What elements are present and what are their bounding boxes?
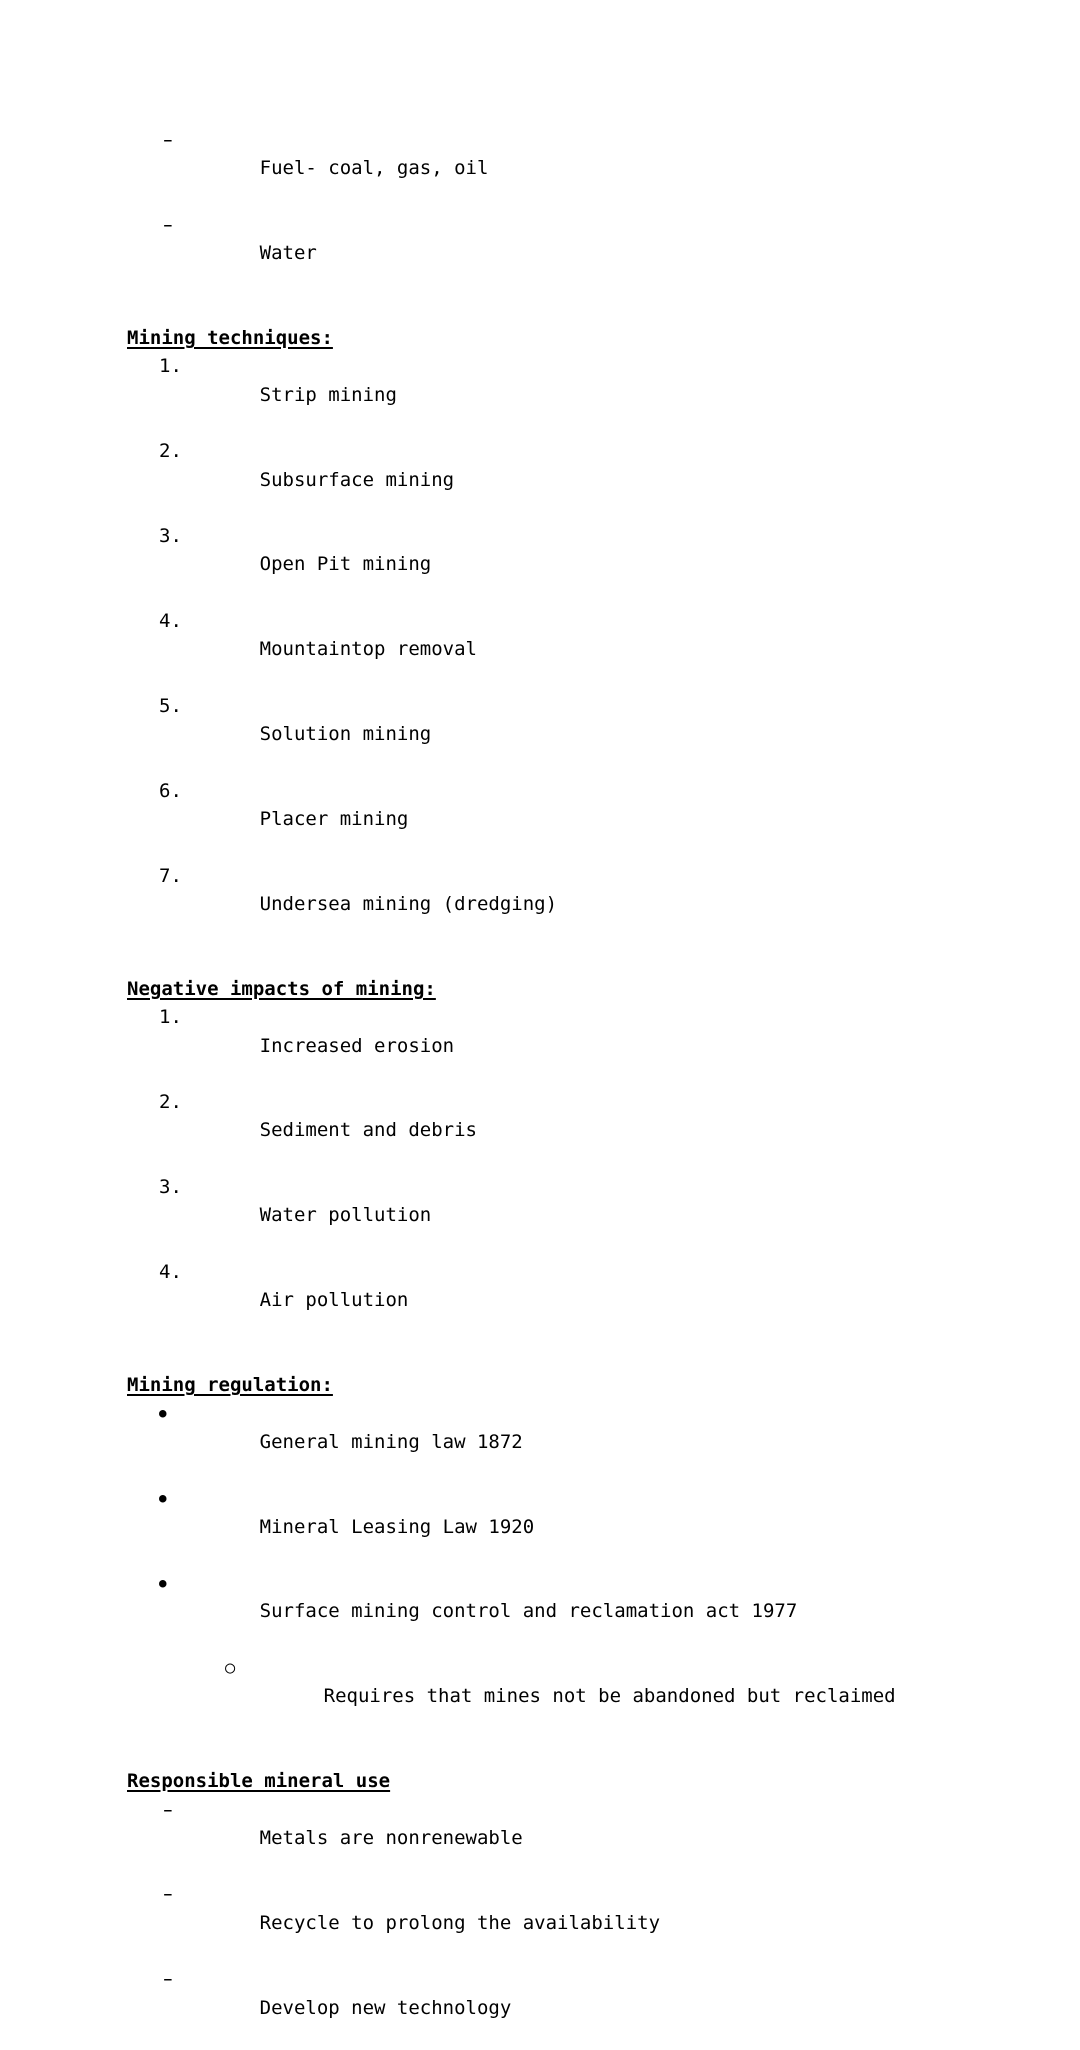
list-item	[127, 862, 1040, 947]
list-number: 4.	[159, 1260, 182, 1283]
sub-list-item	[127, 1654, 1040, 1739]
list-item-text: Subsurface mining	[259, 468, 455, 491]
list-item-text: Strip mining	[259, 383, 397, 406]
dash-bullet: -	[159, 129, 177, 151]
section-heading: Mining techniques:	[127, 327, 333, 350]
section-heading: Negative impacts of mining:	[127, 977, 436, 1000]
list-number: 2.	[159, 440, 182, 463]
list-item-text: Placer mining	[259, 808, 409, 831]
list-item-text: Fuel- coal, gas, oil	[259, 157, 489, 180]
section-negative-impacts	[127, 975, 1040, 1343]
list-item-text: Develop new technology	[259, 1996, 512, 2019]
list-item	[127, 211, 1040, 296]
list-item-text: Requires that mines not be abandoned but reclaimed	[323, 1685, 896, 1708]
list-item-text: Metals are nonrenewable	[259, 1826, 523, 1849]
list-item-text: Water pollution	[259, 1204, 432, 1227]
list-item-text: Sediment and debris	[259, 1119, 477, 1142]
list-number: 7.	[159, 864, 182, 887]
list-item	[127, 352, 1040, 437]
section-responsible-mineral-use	[127, 1767, 1040, 2050]
list-number: 1.	[159, 355, 182, 378]
list-item	[127, 692, 1040, 777]
section-heading: Responsible mineral use	[127, 1770, 391, 1793]
list-item-text: Solution mining	[259, 723, 432, 746]
list-item	[127, 1965, 1040, 2050]
list-item	[127, 777, 1040, 862]
list-item-text: Recycle to prolong the availability	[259, 1911, 661, 1934]
list-item	[127, 607, 1040, 692]
list-item-text: Open Pit mining	[259, 553, 432, 576]
list-item	[127, 1088, 1040, 1173]
list-item-text: Undersea mining (dredging)	[259, 893, 558, 916]
list-number: 1.	[159, 1006, 182, 1029]
list-item-text: Mineral Leasing Law 1920	[259, 1515, 535, 1538]
list-number: 3.	[159, 1175, 182, 1198]
dash-bullet: -	[159, 213, 177, 236]
disc-bullet: ●	[159, 1405, 167, 1421]
section-intro	[127, 126, 1040, 296]
section-mining-techniques	[127, 324, 1040, 947]
list-item-text: Mountaintop removal	[259, 638, 477, 661]
circle-bullet: ○	[225, 1658, 236, 1679]
list-number: 3.	[159, 525, 182, 548]
document-body	[127, 126, 1040, 2050]
section-mining-regulation	[127, 1371, 1040, 1739]
list-item-text: Increased erosion	[259, 1034, 455, 1057]
list-number: 2.	[159, 1091, 182, 1114]
list-item	[127, 1003, 1040, 1088]
list-number: 5.	[159, 694, 182, 717]
list-item	[127, 1258, 1040, 1343]
list-item	[127, 1569, 1040, 1654]
section-heading: Mining regulation:	[127, 1374, 333, 1397]
list-item	[127, 1484, 1040, 1569]
list-item	[127, 1399, 1040, 1484]
list-item-text: Air pollution	[259, 1289, 409, 1312]
list-item	[127, 1880, 1040, 1965]
list-item-text: Surface mining control and reclamation act 1977	[259, 1600, 798, 1623]
list-item	[127, 522, 1040, 607]
dash-bullet: -	[159, 1883, 177, 1906]
disc-bullet: ●	[159, 1575, 167, 1591]
list-item	[127, 126, 1040, 211]
dash-bullet: -	[159, 1798, 177, 1821]
list-item-text: Water	[259, 242, 317, 265]
list-item-text: General mining law 1872	[259, 1430, 523, 1453]
list-item	[127, 437, 1040, 522]
disc-bullet: ●	[159, 1490, 167, 1506]
list-item	[127, 1796, 1040, 1881]
list-number: 6.	[159, 779, 182, 802]
list-item	[127, 1173, 1040, 1258]
list-number: 4.	[159, 610, 182, 633]
dash-bullet: -	[159, 1968, 177, 1991]
